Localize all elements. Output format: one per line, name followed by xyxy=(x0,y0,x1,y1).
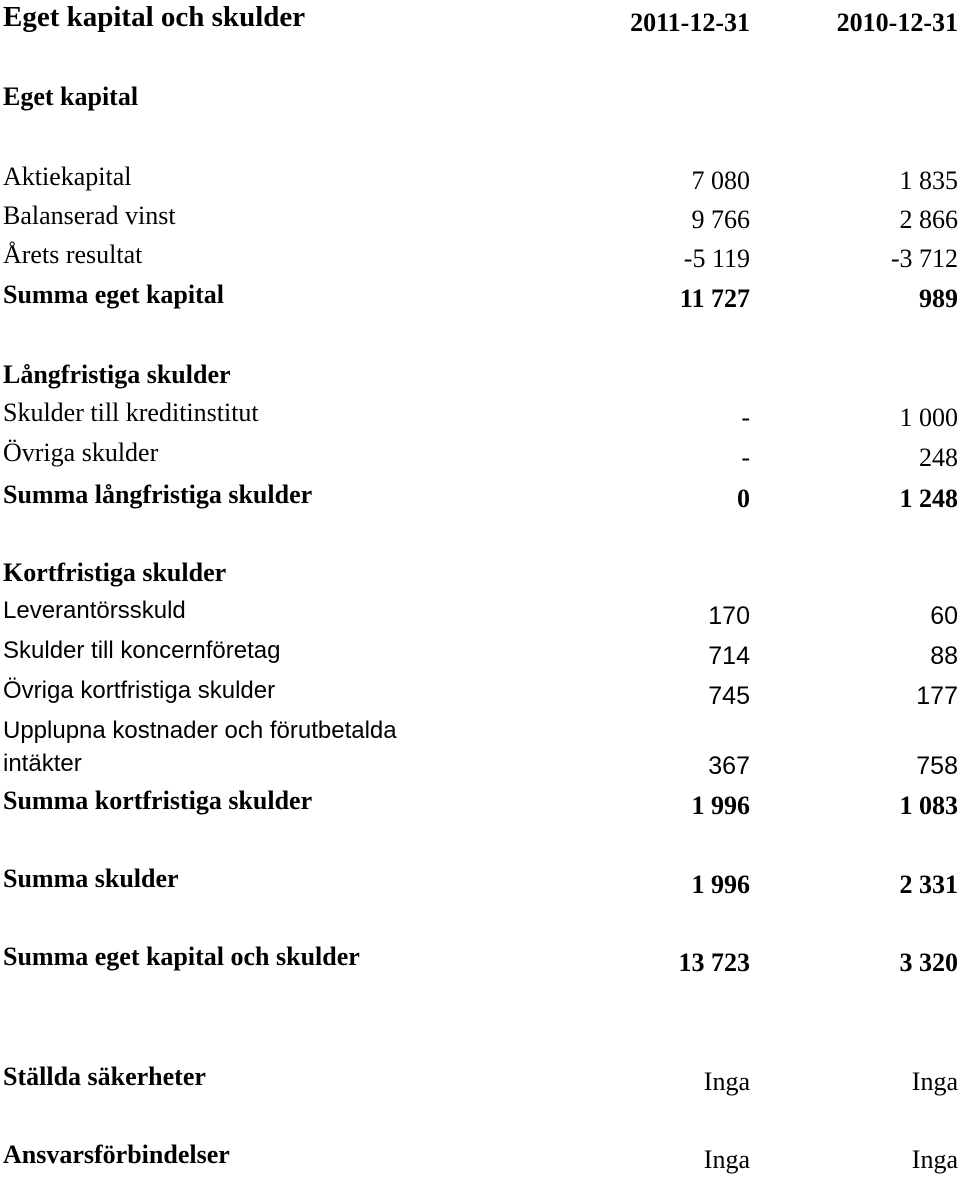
value-2011: 367 xyxy=(708,752,750,780)
value-2011: 745 xyxy=(708,682,750,710)
value-2010: 60 xyxy=(930,602,958,630)
total-label: Summa eget kapital xyxy=(3,280,224,309)
table-row xyxy=(0,438,960,478)
table-row xyxy=(0,636,960,676)
value-2010: Inga xyxy=(911,1067,958,1096)
value-2010: 177 xyxy=(916,682,958,710)
row-label: Skulder till kreditinstitut xyxy=(3,398,259,427)
value-2011: 714 xyxy=(708,642,750,670)
header-row xyxy=(0,0,960,40)
section-heading: Långfristiga skulder xyxy=(3,360,231,389)
value-2010: 88 xyxy=(930,642,958,670)
value-2010: Inga xyxy=(911,1145,958,1174)
value-2011: Inga xyxy=(703,1145,750,1174)
total-row xyxy=(0,480,960,520)
row-label: Balanserad vinst xyxy=(3,201,176,230)
table-row xyxy=(0,716,960,786)
total-value-2011: 13 723 xyxy=(678,948,750,977)
section-heading: Eget kapital xyxy=(3,82,139,111)
row-label: Övriga kortfristiga skulder xyxy=(3,677,276,704)
value-2011: 9 766 xyxy=(691,205,750,234)
total-value-2011: 0 xyxy=(737,484,750,513)
row-label: Ansvarsförbindelser xyxy=(3,1140,230,1169)
value-2011: -5 119 xyxy=(683,244,750,273)
total-label: Summa kortfristiga skulder xyxy=(3,786,313,815)
table-row xyxy=(0,398,960,438)
total-value-2010: 1 248 xyxy=(899,484,958,513)
value-2010: 758 xyxy=(916,752,958,780)
section-heading-short-term xyxy=(0,558,960,598)
total-value-2010: 989 xyxy=(919,284,958,313)
total-value-2011: 11 727 xyxy=(679,284,750,313)
pledged-assets-row xyxy=(0,1062,960,1102)
section-heading-long-term xyxy=(0,360,960,400)
total-value-2010: 2 331 xyxy=(899,870,958,899)
section-heading: Kortfristiga skulder xyxy=(3,558,227,587)
table-row xyxy=(0,596,960,636)
value-2011: Inga xyxy=(703,1067,750,1096)
row-label: Ställda säkerheter xyxy=(3,1062,206,1091)
total-label: Summa långfristiga skulder xyxy=(3,480,313,509)
value-2011: - xyxy=(741,403,750,432)
table-row xyxy=(0,240,960,280)
value-2011: 170 xyxy=(708,602,750,630)
row-label-line2: intäkter xyxy=(3,750,82,777)
value-2010: 1 000 xyxy=(899,403,958,432)
total-value-2010: 1 083 xyxy=(899,791,958,820)
column-header-2010: 2010-12-31 xyxy=(836,8,958,37)
total-liabilities-row xyxy=(0,864,960,904)
value-2011: - xyxy=(741,443,750,472)
table-row xyxy=(0,162,960,202)
total-row xyxy=(0,786,960,826)
table-row xyxy=(0,201,960,241)
total-label: Summa eget kapital och skulder xyxy=(3,942,360,971)
total-value-2011: 1 996 xyxy=(691,870,750,899)
column-header-2011: 2011-12-31 xyxy=(630,8,750,37)
total-row xyxy=(0,280,960,320)
row-label: Leverantörsskuld xyxy=(3,597,186,624)
total-value-2011: 1 996 xyxy=(691,791,750,820)
row-label: Aktiekapital xyxy=(3,162,132,191)
table-row xyxy=(0,676,960,716)
value-2011: 7 080 xyxy=(691,166,750,195)
section-heading-equity xyxy=(0,82,960,122)
page-title: Eget kapital och skulder xyxy=(3,1,306,33)
value-2010: -3 712 xyxy=(890,244,958,273)
total-value-2010: 3 320 xyxy=(899,948,958,977)
value-2010: 2 866 xyxy=(899,205,958,234)
value-2010: 1 835 xyxy=(899,166,958,195)
row-label: Övriga skulder xyxy=(3,438,159,467)
row-label: Årets resultat xyxy=(3,240,143,269)
total-label: Summa skulder xyxy=(3,864,179,893)
row-label: Skulder till koncernföretag xyxy=(3,637,281,664)
row-label-line1: Upplupna kostnader och förutbetalda xyxy=(3,717,397,744)
total-equity-liabilities-row xyxy=(0,942,960,982)
value-2010: 248 xyxy=(919,443,958,472)
contingent-liabilities-row xyxy=(0,1140,960,1180)
